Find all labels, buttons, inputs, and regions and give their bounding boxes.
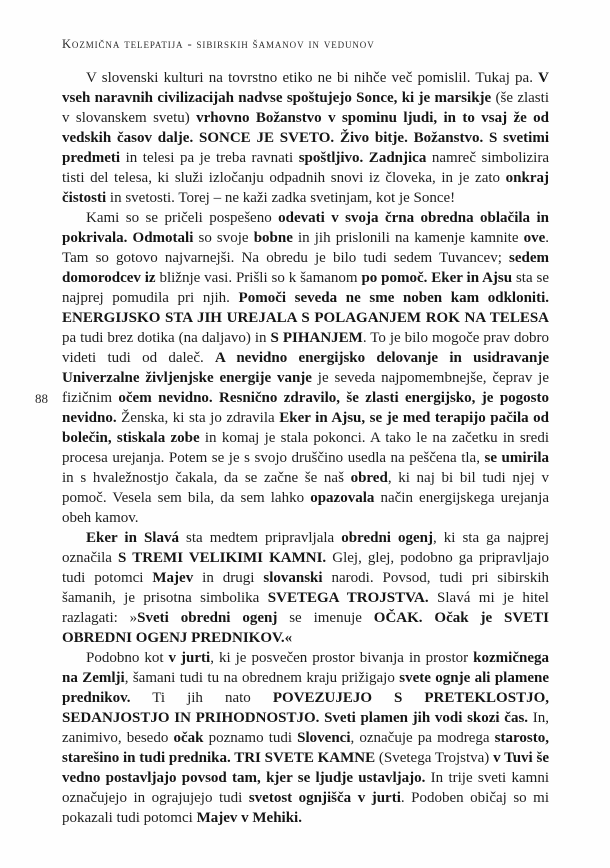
text-run: In trije sveti kamni označujejo in ograjujejo tudi [62,770,549,806]
bold-text-run: Sveti obredni ogenj [137,610,278,626]
text-run: in s hvaležnostjo čakala, da se začne še naš [62,470,351,486]
bold-text-run: v jurti [168,650,211,666]
bold-text-run: POVEZUJEJO S PRETEKLOSTJO, SEDANJOSTJO IN PRIHODNOSTJO. Sveti plamen jih vodi skozi čas. [62,690,549,726]
text-run: . To je bilo mogoče prav dobro videti tudi od daleč. [62,330,549,366]
paragraph [62,208,549,528]
text-run: Glej, glej, podobno ga pripravljajo tudi potomci [62,550,549,586]
bold-text-run: sedem domorodcev iz [62,250,549,286]
bold-text-run: odevati v svoja črna obredna oblačila in pokrivala. Odmotali [62,210,549,246]
bold-text-run: onkraj čistosti [62,170,549,206]
bold-text-run: Eker in Slavá [86,530,179,546]
bold-text-run: svete ognje ali plamene prednikov. [62,670,549,706]
text-run: namreč simbolizira tisti del telesa, ki služi izločanju odpadnih snovi iz človeka, in je zato [62,150,550,186]
bold-text-run: vrhovno Božanstvo v spominu ljudi, in to vsaj že od vedskih časov dalje. SONCE JE SVETO. Živo bitje. Božanstvo. S svetimi predmeti [62,110,550,166]
text-run: pa tudi brez dotika (na daljavo) in [62,330,271,346]
text-run: sta se najprej pomudila pri njih. [62,270,549,306]
bold-text-run: S PIHANJEM [270,330,363,346]
text-run: Ženska, ki sta jo zdravila [116,410,280,426]
bold-text-run: obredni ogenj [341,530,433,546]
body-text [62,68,549,828]
bold-text-run: spoštljivo. Zadnjica [298,150,427,166]
text-run: , šamani tudi tu na obrednem kraju prižigajo [124,670,400,686]
bold-text-run: svetost ognjišča v jurti [248,790,401,806]
text-run: bližnje vasi. Prišli so k šamanom [155,270,362,286]
bold-text-run: v Tuvi še vedno postavljajo povsod tam, kjer se ljudje ustavljajo. [62,750,549,786]
text-run: , označuje pa modrega [350,730,495,746]
text-run: . Podoben običaj so mi pokazali tudi potomci [62,790,550,826]
text-run: Podobno kot [86,650,169,666]
bold-text-run: bobne [253,230,293,246]
text-run: in svetosti. Torej – ne kaži zadka svetinjam, kot je Sonce! [106,190,456,206]
bold-text-run: A nevidno energijsko delovanje in usidravanje Univerzalne življenjske energije vanje [62,350,550,386]
bold-text-run: Majev v Mehiki. [196,810,302,826]
text-run: , ki sta ga najprej označila [62,530,549,566]
text-run: sta medtem pripravljala [178,530,342,546]
text-run: (še zlasti v slovanskem svetu) [62,90,549,126]
bold-text-run: OČAK. Očak je SVETI OBREDNI OGENJ PREDNIKOV.« [62,610,549,646]
bold-text-run: Majev [152,570,194,586]
text-run: način energijskega urejanja obeh kamov. [62,490,549,526]
paragraph [62,68,549,208]
text-run: in telesi pa je treba ravnati [120,150,299,166]
text-run: se imenuje [277,610,374,626]
text-run: Slavá mi je hitel razlagati: » [62,590,549,626]
bold-text-run: Pomoči seveda ne sme noben kam odkloniti. ENERGIJSKO STA JIH UREJALA S POLAGANJEM ROK NA TELESA [62,290,549,326]
bold-text-run: Slovenci [297,730,351,746]
paragraph [62,528,549,648]
text-run: so svoje [193,230,254,246]
text-run: . Tam so gotovo najvarnejši. Na obredu je bilo tudi sedem Tuvancev; [62,230,550,266]
bold-text-run: Eker in Ajsu, se je med terapijo pačila od bolečin, stiskala zobe [62,410,549,446]
text-run: in komaj je stala pokonci. A tako le na začetku in sredi procesa urejanja. Potem se je s svojo druščino usedla na peščena tla, [62,430,549,466]
bold-text-run: po pomoč. Eker in Ajsu [361,270,513,286]
running-header: Kozmična telepatija - sibirskih šamanov in vedunov [62,37,375,51]
text-run: in drugi [193,570,264,586]
text-run: In, zanimivo, besedo [62,710,549,746]
text-run: , ki naj bi bil tudi njej v pomoč. Vesela sem bila, da sem lahko [62,470,549,506]
bold-text-run: očem nevidno. Resnično zdravilo, še zlasti energijsko, je pogosto nevidno. [62,390,549,426]
text-run: je seveda najpomembnejše, čeprav je fizičnim [62,370,549,406]
text-run: (Svetega Trojstva) [375,750,494,766]
text-run: poznamo tudi [203,730,298,746]
bold-text-run: V vseh naravnih civilizacijah nadvse spoštujejo Sonce, ki je marsikje [62,70,549,106]
bold-text-run: se umirila [484,450,549,466]
page-number: 88 [35,391,48,406]
text-run: in jih prislonili na kamenje kamnite [292,230,524,246]
bold-text-run: slovanski [263,570,323,586]
bold-text-run: kozmičnega na Zemlji [62,650,549,686]
text-run: V slovenski kulturi na tovrstno etiko ne bi nihče več pomislil. Tukaj pa. [86,70,539,86]
bold-text-run: starosto, starešino in tudi prednika. TRI SVETE KAMNE [62,730,549,766]
bold-text-run: opazovala [310,490,375,506]
bold-text-run: očak [173,730,204,746]
bold-text-run: obred [350,470,388,486]
text-run: Kami so se pričeli pospešeno [86,210,279,226]
bold-text-run: SVETEGA TROJSTVA. [267,590,429,606]
paragraph [62,648,549,828]
text-run: Ti jih nato [130,690,273,706]
bold-text-run: S TREMI VELIKIMI KAMNI. [118,550,327,566]
text-run: narodi. Povsod, tudi pri sibirskih šamanih, je prisotna simbolika [62,570,549,606]
bold-text-run: ove [523,230,546,246]
text-run: , ki je posvečen prostor bivanja in prostor [210,650,474,666]
